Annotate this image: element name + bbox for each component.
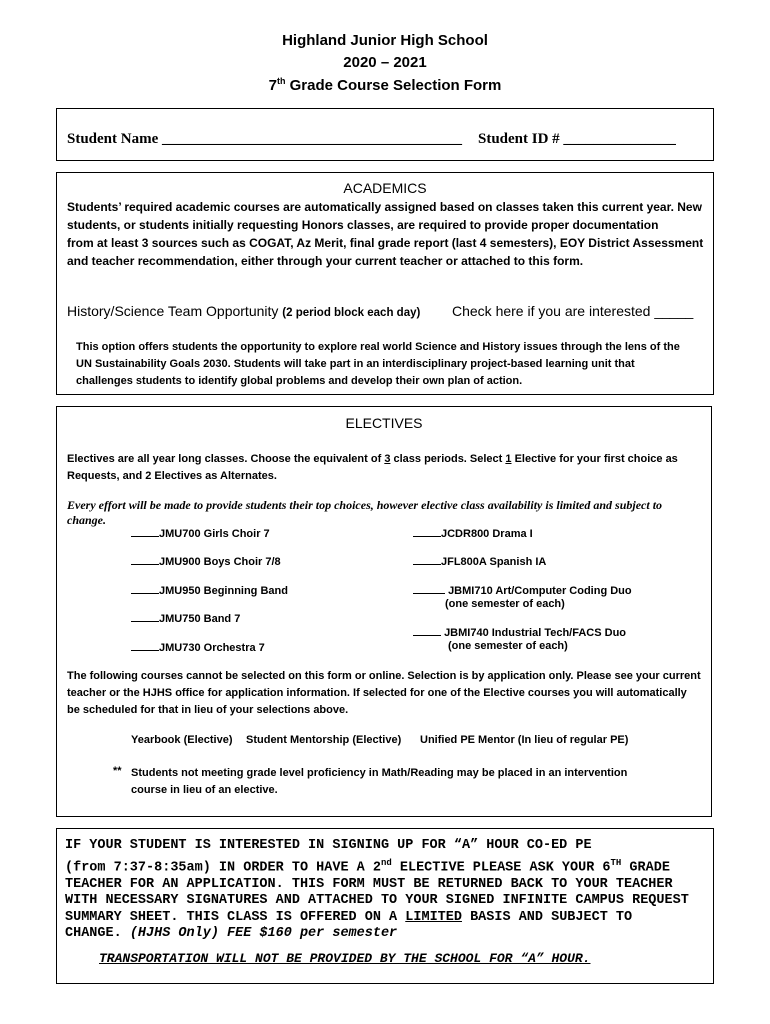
school-year: 2020 – 2021 [343,54,427,71]
fee-text: (HJHS Only) FEE $160 per semester [129,926,398,942]
academics-section [56,172,714,395]
team-opportunity-row [67,303,420,319]
note-line: change. [67,513,106,527]
note-line: Every effort will be made to provide students their top choices, however elective class availability is limited and subject to [67,498,663,512]
application-line: teacher or the HJHS office for application information. If selected for one of the Elective courses you will automatically [67,687,687,699]
application-line: be scheduled for that in lieu of your selections above. [67,704,349,716]
application-course-unified-pe: Unified PE Mentor (In lieu of regular PE) [420,734,629,746]
academics-line: and teacher recommendation, either through your current teacher or attached to this form. [67,254,584,268]
a-hour-notice [65,838,689,943]
intro-text: Electives are all year long classes. Choose the equivalent of [67,453,385,465]
course-option-jmu900[interactable] [131,555,281,568]
selection-blank[interactable] [413,584,445,594]
intro-text: class periods. Select [390,453,506,465]
course-label: JCDR800 Drama I [441,528,533,540]
electives-section [56,406,712,817]
selection-blank[interactable] [131,555,159,565]
student-info-box [56,108,714,161]
course-label: JFL800A Spanish IA [441,556,547,568]
notice-sup: nd [380,857,392,868]
team-interest-checkbox[interactable]: Check here if you are interested _____ [452,303,694,319]
course-label: JBMI740 Industrial Tech/FACS Duo [444,627,627,639]
student-name-field[interactable]: Student Name ________________________________________ [67,131,463,147]
footnote-line: course in lieu of an elective. [131,784,278,796]
transportation-notice: TRANSPORTATION WILL NOT BE PROVIDED BY THE SCHOOL FOR “A” HOUR. [99,951,591,966]
team-desc-line: This option offers students the opportunity to explore real world Science and History issues through the lens of the [76,341,680,353]
notice-line: WITH NECESSARY SIGNATURES AND ATTACHED TO YOUR SIGNED INFINITE CAMPUS REQUEST [65,893,689,909]
selection-blank[interactable] [131,641,159,651]
course-option-jfl800a[interactable] [413,555,546,568]
team-desc-line: UN Sustainability Goals 2030. Students will take part in an interdisciplinary project-based learning unit that [76,358,635,370]
selection-blank[interactable] [131,527,159,537]
course-label: JMU700 Girls Choir 7 [159,528,270,540]
electives-note [67,498,662,528]
course-option-jmu950[interactable] [131,584,288,597]
course-label: JMU950 Beginning Band [159,585,288,597]
form-title-text: Grade Course Selection Form [289,77,502,94]
student-id-field[interactable]: Student ID # _______________ [478,131,676,147]
a-hour-section [56,828,714,984]
intro-period-count: 3 [384,453,391,465]
notice-line [65,926,689,943]
footnote-marker: ** [113,765,122,777]
intro-elective-count: 1 [505,453,512,465]
academics-line: students, or students initially requesting Honors classes, are required to provide proper documentation [67,218,659,232]
footnote-line: Students not meeting grade level proficiency in Math/Reading may be placed in an intervention [131,767,628,779]
selection-blank[interactable] [413,527,441,537]
notice-text: SUMMARY SHEET. THIS CLASS IS OFFERED ON A [65,909,406,925]
selection-blank[interactable] [413,555,441,565]
notice-text: ELECTIVE PLEASE ASK YOUR 6 [391,860,611,876]
course-label: JMU730 Orchestra 7 [159,642,265,654]
form-title [0,76,770,94]
grade-number: 7 [268,77,277,94]
application-only-paragraph [67,668,701,719]
course-option-jcdr800[interactable] [413,527,533,540]
team-title: History/Science Team Opportunity [67,303,279,319]
selection-blank[interactable] [413,626,441,636]
application-course-mentorship: Student Mentorship (Elective) [246,734,402,746]
application-course-yearbook: Yearbook (Elective) [131,734,233,746]
intro-text: Elective for your first choice as [511,453,678,465]
team-desc-line: challenges students to identify global problems and develop their own plan of action. [76,375,523,387]
team-period: (2 period block each day) [282,307,421,319]
school-name: Highland Junior High School [282,32,488,49]
semester-note: (one semester of each) [448,640,568,652]
course-option-jbmi740[interactable] [413,626,626,639]
selection-blank[interactable] [131,612,159,622]
notice-text: BASIS AND SUBJECT TO [461,909,633,925]
notice-line [65,855,689,877]
grade-superscript: th [276,76,286,86]
course-label: JMU900 Boys Choir 7/8 [159,556,281,568]
notice-line: IF YOUR STUDENT IS INTERESTED IN SIGNING UP FOR “A” HOUR CO-ED PE [65,838,592,853]
intervention-footnote [131,765,627,799]
course-label: JBMI710 Art/Computer Coding Duo [448,585,632,597]
notice-text: CHANGE. [65,926,130,942]
notice-sup: TH [610,857,622,868]
notice-text: (from 7:37-8:35am) IN ORDER TO HAVE A 2 [65,860,381,876]
selection-blank[interactable] [131,584,159,594]
application-line: The following courses cannot be selected on this form or online. Selection is by application only. Please see your current [67,670,701,682]
notice-text: GRADE [621,860,670,876]
course-option-jmu750[interactable] [131,612,240,625]
academics-line: Students’ required academic courses are automatically assigned based on classes taken this current year. New [67,200,702,214]
semester-note: (one semester of each) [445,598,565,610]
course-option-jmu730[interactable] [131,641,265,654]
academics-heading: ACADEMICS [343,180,427,196]
intro-text: Requests, and 2 Electives as Alternates. [67,470,277,482]
course-option-jbmi710[interactable] [413,584,632,597]
electives-heading: ELECTIVES [345,415,423,431]
course-option-jmu700[interactable] [131,527,270,540]
notice-line: TEACHER FOR AN APPLICATION. THIS FORM MUST BE RETURNED BACK TO YOUR TEACHER [65,876,673,892]
course-label: JMU750 Band 7 [159,613,241,625]
notice-line [65,910,689,927]
team-description [76,339,680,390]
electives-intro [67,451,678,485]
academics-description [67,198,712,270]
notice-limited: LIMITED [405,909,462,925]
academics-line: from at least 3 sources such as COGAT, Az Merit, final grade report (last 4 semesters), EOY District Assessment [67,236,704,250]
